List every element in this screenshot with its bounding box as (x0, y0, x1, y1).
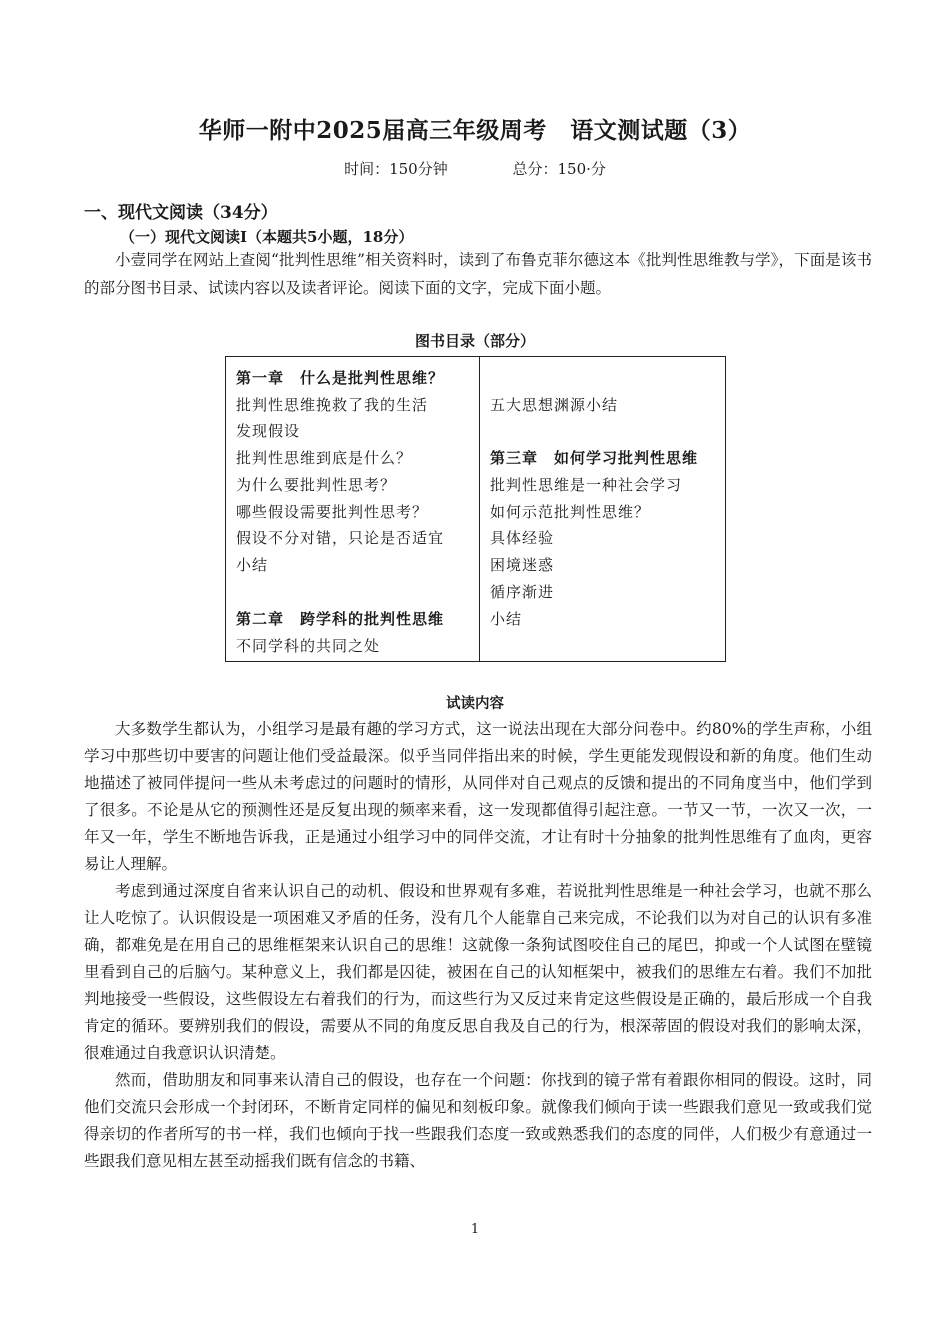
toc-item: 发现假设 (236, 422, 301, 440)
sample-title: 试读内容 (446, 695, 504, 712)
toc-item: 批判性思维是一种社会学习 (490, 476, 683, 494)
toc-item: 第二章 跨学科的批判性思维 (236, 610, 445, 628)
exam-score: 总分：150·分 (512, 160, 606, 178)
toc-item: 第三章 如何学习批判性思维 (490, 449, 699, 467)
toc-left-column (226, 357, 480, 661)
toc-item: 第一章 什么是批判性思维？ (236, 369, 445, 387)
toc-title: 图书目录（部分） (414, 332, 535, 350)
toc-item: 五大思想渊源小结 (490, 396, 619, 414)
toc-item: 假设不分对错，只论是否适宜 (236, 529, 445, 547)
toc-item: 不同学科的共同之处 (236, 637, 381, 655)
sample-paragraph: 然而，借助朋友和同事来认清自己的假设，也存在一个问题：你找到的镜子常有着跟你相同的假设。这时，同他们交流只会形成一个封闭环，不断肯定同样的偏见和刻板印象。就像我们倾向于读一些跟我们意见一致或我们觉得亲切的作者所写的书一样，我们也倾向于找一些跟我们态度一致或熟悉我们的态度的同伴，人们极少有意通过一些跟我们意见相左甚至动摇我们既有信念的书籍、 (84, 1071, 872, 1170)
page-number: 1 (470, 1222, 480, 1237)
toc-item: 批判性思维到底是什么？ (236, 449, 413, 467)
sample-body (84, 716, 872, 1175)
toc-item: 哪些假设需要批判性思考？ (236, 503, 429, 521)
toc-item: 小结 (236, 556, 269, 574)
sample-paragraph: 考虑到通过深度自省来认识自己的动机、假设和世界观有多难，若说批判性思维是一种社会学习，也就不那么让人吃惊了。认识假设是一项困难又矛盾的任务，没有几个人能靠自己来完成，不论我们以为对自己的认识有多准确，都难免是在用自己的思维框架来认识自己的思维！这就像一条狗试图咬住自己的尾巴，抑或一个人试图在壁镜里看到自己的后脑勺。某种意义上，我们都是囚徒，被困在自己的认知框架中，被我们的思维左右着。我们不加批判地接受一些假设，这些假设左右着我们的行为，而这些行为又反过来肯定这些假设是正确的，最后形成一个自我肯定的循环。要辨别我们的假设，需要从不同的角度反思自我及自己的行为，根深蒂固的假设对我们的影响太深，很难通过自我意识认识清楚。 (84, 882, 872, 1062)
section-heading: 一、现代文阅读（34分） (84, 203, 278, 223)
toc-item: 批判性思维挽救了我的生活 (236, 396, 429, 414)
toc-table (225, 356, 726, 662)
toc-item: 循序渐进 (490, 583, 555, 601)
exam-meta (0, 158, 950, 179)
subsection-heading: （一）现代文阅读Ⅰ（本题共5小题，18分） (120, 228, 414, 246)
toc-item: 小结 (490, 610, 523, 628)
toc-right-column (480, 357, 725, 661)
exam-time: 时间：150分钟 (344, 160, 448, 178)
toc-item: 为什么要批判性思考？ (236, 476, 397, 494)
exam-title: 华师一附中2025届高三年级周考 语文测试题（3） (198, 117, 752, 144)
toc-item: 困境迷惑 (490, 556, 555, 574)
intro-paragraph: 小壹同学在网站上查阅“批判性思维”相关资料时，读到了布鲁克菲尔德这本《批判性思维教与学》，下面是该书的部分图书目录、试读内容以及读者评论。阅读下面的文字，完成下面小题。 (84, 251, 872, 297)
toc-item: 如何示范批判性思维？ (490, 503, 651, 521)
sample-paragraph: 大多数学生都认为，小组学习是最有趣的学习方式，这一说法出现在大部分问卷中。约80%的学生声称，小组学习中那些切中要害的问题让他们受益最深。似乎当同伴指出来的时候，学生更能发现假设和新的角度。他们生动地描述了被同伴提问一些从未考虑过的问题时的情形，从同伴对自己观点的反馈和提出的不同角度当中，他们学到了很多。不论是从它的预测性还是反复出现的频率来看，这一发现都值得引起注意。一节又一节，一次又一次，一年又一年，学生不断地告诉我，正是通过小组学习中的同伴交流，才让有时十分抽象的批判性思维有了血肉，更容易让人理解。 (84, 720, 872, 873)
toc-item: 具体经验 (490, 529, 555, 547)
